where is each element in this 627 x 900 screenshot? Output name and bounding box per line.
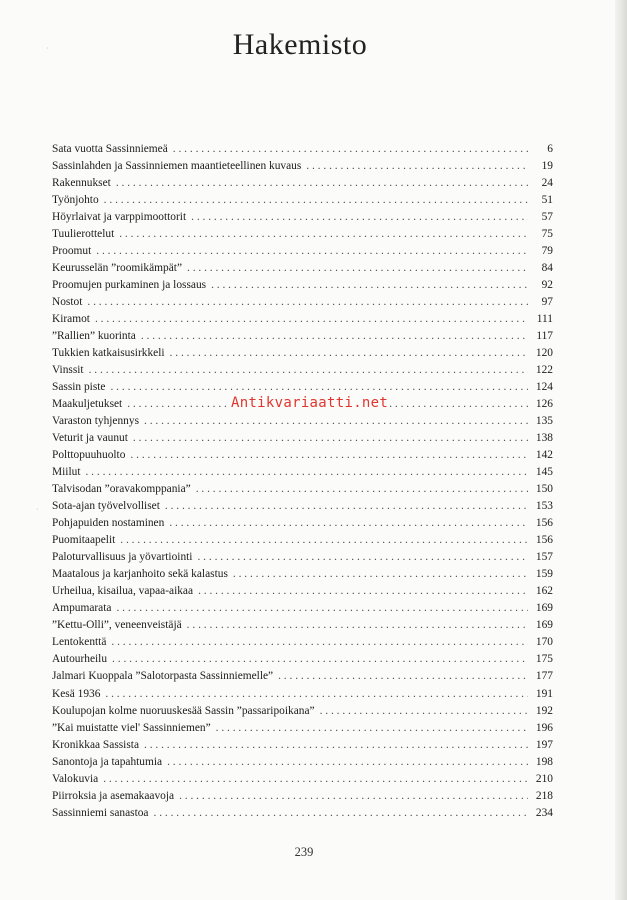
toc-entry [52,720,553,737]
speck: · [36,505,39,514]
toc-entry-page: 124 [535,381,553,394]
toc-entry-title: Nostot [52,296,83,309]
toc-entry-title: Sata vuotta Sassinniemeä [52,143,168,155]
toc-entry-page: 111 [536,313,553,326]
toc-entry-page: 6 [547,143,553,155]
toc-leader-dots [169,515,528,532]
toc-leader-dots [170,345,528,362]
toc-leader-dots [95,311,528,328]
toc-entry [52,243,553,260]
toc-entry [52,634,553,651]
toc-entry [52,788,553,805]
toc-entry [52,686,553,703]
toc-entry [52,651,553,668]
toc-entry-page: 191 [535,687,553,700]
toc-entry-page: 218 [535,789,553,802]
toc-leader-dots [196,481,528,498]
toc-entry [52,447,553,464]
toc-entry-title: Sassin piste [52,381,106,394]
toc-leader-dots [233,566,528,583]
speck: · [46,44,49,53]
toc-entry-title: Veturit ja vaunut [52,432,128,445]
toc-leader-dots [104,192,528,209]
toc-entry-page: 57 [541,211,553,224]
toc-leader-dots [96,243,528,260]
toc-entry [52,481,553,498]
toc-entry [52,345,553,362]
toc-entry [52,754,553,771]
toc-leader-dots [120,532,528,549]
toc-entry-page: 192 [535,704,553,717]
toc-entry-page: 196 [535,721,553,734]
toc-entry-page: 153 [535,500,553,513]
toc-entry-title: Kronikkaa Sassista [52,738,139,751]
toc-entry [52,413,553,430]
toc-entry-title: Sanontoja ja tapahtumia [52,755,163,768]
toc-entry-title: ”Kettu-Olli”, veneenveistäjä [52,619,182,632]
toc-entry-page: 97 [541,296,553,309]
toc-leader-dots [111,634,528,651]
toc-leader-dots [89,362,528,379]
toc-entry-title: Miilut [52,466,81,479]
toc-leader-dots [116,600,528,617]
toc-entry [52,583,553,600]
toc-entry-page: 122 [535,364,553,377]
toc-entry-title: Sota-ajan työvelvolliset [52,500,160,513]
toc-leader-dots [130,447,528,464]
page-edge [615,0,627,900]
toc-entry [52,328,553,345]
toc-entry-title: Piirroksia ja asemakaavoja [52,789,175,802]
toc-entry [52,192,553,209]
toc-entry [52,549,553,566]
toc-entry-title: Tukkien katkaisusirkkeli [52,347,165,360]
toc-entry-title: Urheilua, kisailua, vapaa-aikaa [52,585,194,598]
toc-entry-page: 157 [535,551,553,564]
toc-entry [52,668,553,685]
toc-entry-title: Sassinniemi sanastoa [52,806,149,819]
toc-leader-dots [216,720,528,737]
toc-leader-dots [187,617,528,634]
toc-entry-page: 120 [535,347,553,360]
toc-entry [52,379,553,396]
toc-entry-page: 84 [541,262,553,275]
toc-entry-title: Sassinlahden ja Sassinniemen maantieteellinen kuvaus [52,160,302,173]
toc-entry-page: 142 [535,449,553,462]
toc-entry [52,771,553,788]
toc-entry-page: 170 [535,636,553,649]
toc-leader-dots [103,771,528,788]
toc-leader-dots [179,788,528,805]
toc-leader-dots [165,498,528,515]
toc-entry [52,600,553,617]
toc-leader-dots [187,260,528,277]
toc-entry [52,617,553,634]
toc-leader-dots [105,686,528,703]
toc-entry-page: 159 [535,568,553,581]
toc-entry [52,311,553,328]
toc-entry-title: Pohjapuiden nostaminen [52,517,165,530]
toc-entry-page: 145 [535,466,553,479]
toc-entry-title: Proomujen purkaminen ja lossaus [52,279,207,292]
toc-leader-dots [87,294,528,311]
toc-entry [52,532,553,549]
toc-entry-title: Keurusselän ”roomikämpät” [52,262,182,275]
watermark-text: Antikvariaatti.net [231,395,389,411]
toc-leader-dots [141,328,528,345]
toc-entry-title: Proomut [52,245,92,258]
toc-entry-page: 92 [541,279,553,292]
toc-entry-page: 175 [535,653,553,666]
toc-entry [52,566,553,583]
toc-entry-title: Koulupojan kolme nuoruuskesää Sassin ”passaripoikana” [52,704,315,717]
toc-leader-dots [112,651,528,668]
toc-leader-dots [320,703,528,720]
toc-entry [52,141,553,158]
toc-leader-dots [110,379,528,396]
toc-entry [52,464,553,481]
toc-entry-page: 24 [541,177,553,190]
toc-leader-dots [85,464,528,481]
toc-entry-page: 79 [541,245,553,258]
toc-entry-page: 162 [535,585,553,598]
toc-entry [52,294,553,311]
toc-entry-page: 198 [535,755,553,768]
toc-leader-dots [116,175,528,192]
toc-entry [52,209,553,226]
toc-entry [52,703,553,720]
toc-entry-title: Autourheilu [52,653,108,666]
toc-entry-title: Paloturvallisuus ja yövartiointi [52,551,193,564]
toc-leader-dots [191,209,528,226]
toc-entry-page: 197 [535,738,553,751]
toc-entry-title: Jalmari Kuoppala ”Salotorpasta Sassinniemelle” [52,670,274,683]
toc-entry [52,175,553,192]
toc-entry [52,498,553,515]
toc-entry-page: 150 [535,483,553,496]
toc-entry [52,362,553,379]
toc-entry-title: ”Rallien” kuorinta [52,330,136,343]
toc-leader-dots [173,141,528,158]
toc-entry [52,515,553,532]
toc-entry-title: Höyrlaivat ja varppimoottorit [52,211,187,224]
toc-entry-title: Rakennukset [52,177,111,190]
toc-entry [52,260,553,277]
toc-leader-dots [133,430,528,447]
toc-entry-title: Varaston tyhjennys [52,415,139,428]
toc-entry-page: 135 [535,415,553,428]
toc-entry-page: 156 [535,517,553,530]
toc-entry-page: 169 [535,602,553,615]
toc-entry-page: 234 [535,806,553,819]
toc-entry-title: ”Kai muistatte viel' Sassinniemen” [52,721,211,734]
toc-entry-page: 169 [535,619,553,632]
toc-entry-title: Valokuvia [52,772,99,785]
toc-entry-title: Lentokenttä [52,636,107,649]
toc-entry [52,226,553,243]
toc-entry-title: Puomitaapelit [52,534,116,547]
toc-entry-title: Polttopuuhuolto [52,449,126,462]
toc-leader-dots [119,226,528,243]
toc-entry-page: 138 [535,432,553,445]
toc-leader-dots [154,805,529,822]
toc-entry-page: 126 [535,398,553,411]
toc-entry-title: Tuulierottelut [52,228,115,241]
toc-leader-dots [144,413,528,430]
toc-entry-title: Vinssit [52,364,84,377]
toc-entry [52,737,553,754]
toc-leader-dots [197,549,528,566]
toc-entry-title: Maakuljetukset [52,398,123,411]
toc-leader-dots [278,668,528,685]
toc-entry-page: 210 [535,772,553,785]
toc-entry-page: 156 [535,534,553,547]
page-title: Hakemisto [232,28,368,61]
toc-entry-page: 117 [536,330,553,343]
toc-entry-title: Työnjohto [52,194,99,207]
page-number: 239 [294,845,314,859]
toc-entry [52,277,553,294]
toc-entry [52,158,553,175]
table-of-contents [52,141,553,822]
toc-leader-dots [198,583,528,600]
toc-leader-dots [211,277,528,294]
toc-entry-page: 51 [541,194,553,207]
toc-entry [52,430,553,447]
toc-entry-title: Kiramot [52,313,90,326]
toc-entry-title: Kesä 1936 [52,687,101,700]
toc-leader-dots [144,737,528,754]
toc-entry-title: Ampumarata [52,602,112,615]
toc-entry-page: 75 [541,228,553,241]
toc-entry [52,805,553,822]
toc-entry-title: Talvisodan ”oravakomppania” [52,483,191,496]
toc-entry-page: 177 [535,670,553,683]
toc-leader-dots [167,754,528,771]
toc-entry-title: Maatalous ja karjanhoito sekä kalastus [52,568,228,581]
toc-entry-page: 19 [541,160,553,173]
toc-leader-dots [306,158,528,175]
